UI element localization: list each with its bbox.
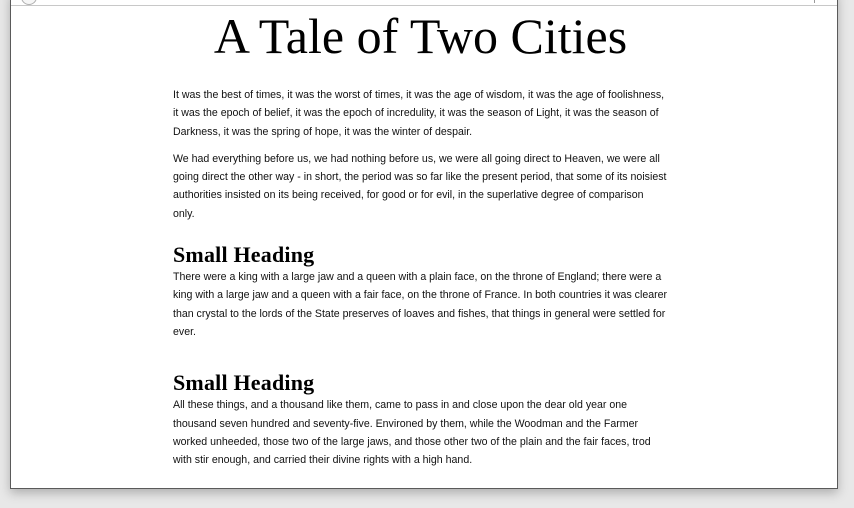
tab-edge[interactable] xyxy=(21,0,37,5)
section-heading-2: Small Heading xyxy=(173,370,315,396)
section-paragraph-2: All these things, and a thousand like them, came to pass in and close upon the dear old year one thousand seven hundred and seventy-five. Environed by them, while the Woodman and the Farmer worked unheeded, those two of the large jaws, and those other two of the plain and the fair faces, trod with stir enough, and carried their divine rights with a high hand. xyxy=(173,399,651,467)
section-paragraph-1: There were a king with a large jaw and a queen with a plain face, on the throne of England; there were a king with a large jaw and a queen with a fair face, on the throne of France. In both countries it was clearer than crystal to the lords of the State preserves of loaves and fishes, that things in general were settled for ever. xyxy=(173,271,668,338)
section-heading-1: Small Heading xyxy=(173,242,315,268)
intro-paragraph-2: We had everything before us, we had nothing before us, we were all going direct to Heaven, we were all going direct the other way - in short, the period was so far like the present period, that some of its noisiest authorities insisted on its being received, for good or for evil, in the superlative degree of comparison only. xyxy=(173,152,667,220)
browser-window xyxy=(10,0,838,489)
page-content xyxy=(173,5,668,469)
page-title: A Tale of Two Cities xyxy=(213,8,628,64)
intro-paragraph-1: It was the best of times, it was the worst of times, it was the age of wisdom, it was the age of foolishness, it was the epoch of belief, it was the epoch of incredulity, it was the season of Light, it was the season of Darkness, it was the spring of hope, it was the winter of despair. xyxy=(173,89,665,138)
toolbar-divider xyxy=(814,0,815,3)
